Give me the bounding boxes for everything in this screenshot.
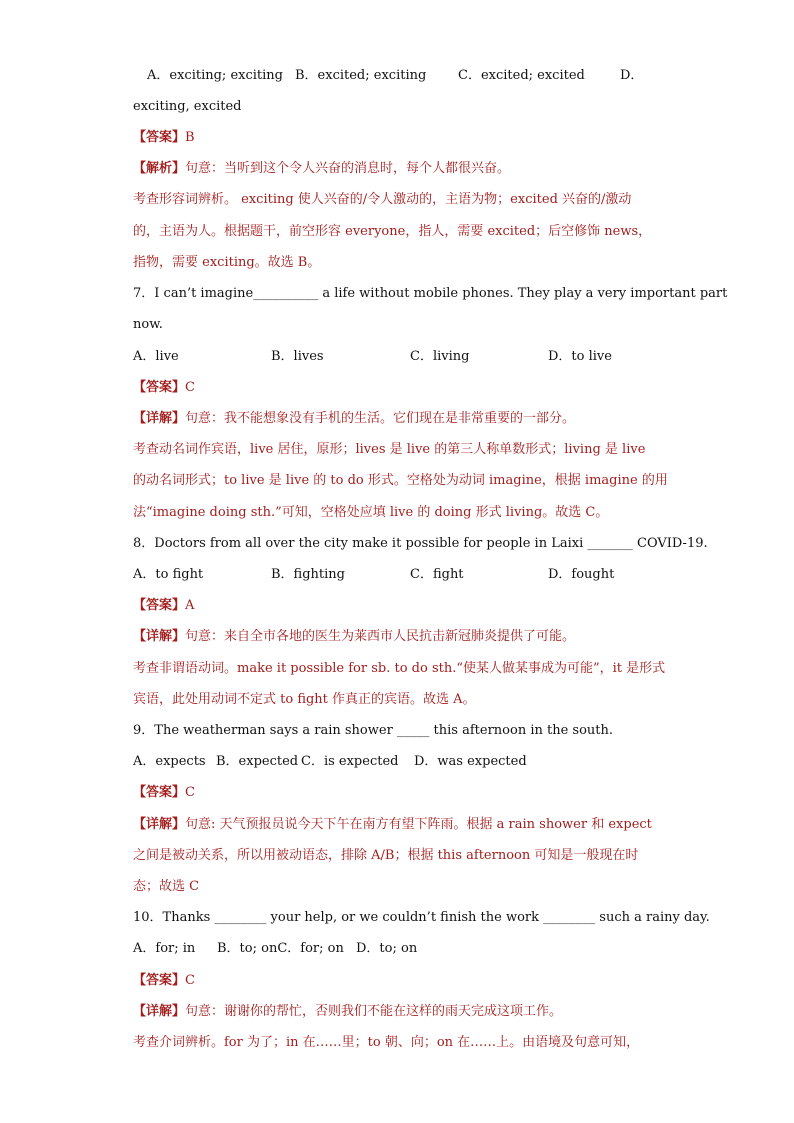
q8-option-a: A．to fight (133, 567, 204, 582)
q10-detail-line1 (133, 1002, 562, 1022)
q6-analysis-line4: 指物，需要 exciting。故选 B。 (133, 255, 321, 270)
detail-tag: 【详解】 (133, 629, 186, 644)
q7-option-d: D．to live (548, 349, 612, 364)
analysis-tag: 【解析】 (133, 161, 186, 176)
q10-option-d: D．to; on (356, 941, 418, 956)
q8-option-b: B．fighting (271, 567, 345, 582)
detail-text: 句意: 天气预报员说今天下午在南方有望下阵雨。根据 a rain shower 和 expect (185, 817, 652, 832)
q8-detail-line1 (133, 627, 575, 647)
q9-detail-line2: 之间是被动关系，所以用被动语态，排除 A/B；根据 this afternoon 可知是一般现在时 (133, 848, 639, 863)
answer-value: C (185, 785, 195, 800)
detail-text: 句意：来自全市各地的医生为莱西市人民抗击新冠肺炎提供了可能。 (185, 629, 576, 644)
q7-detail-line1 (133, 409, 575, 429)
q9-option-c: C．is expected (301, 754, 399, 769)
answer-tag: 【答案】 (133, 598, 186, 613)
q10-answer (133, 971, 195, 991)
q6-option-c: C．excited; excited (458, 68, 585, 83)
answer-value: C (185, 973, 195, 988)
q6-option-d: D． (620, 68, 644, 83)
answer-tag: 【答案】 (133, 130, 186, 145)
detail-tag: 【详解】 (133, 1004, 186, 1019)
q9-stem: 9．The weatherman says a rain shower _____ this afternoon in the south. (133, 723, 614, 738)
q7-option-c: C．living (410, 349, 470, 364)
q8-detail-line3: 宾语，此处用动词不定式 to fight 作真正的宾语。故选 A。 (133, 692, 476, 707)
q9-option-d: D．was expected (414, 754, 527, 769)
q7-stem-line1: 7．I can’t imagine__________ a life without mobile phones. They play a very important part (133, 286, 728, 301)
q9-option-b: B．expected (216, 754, 299, 769)
q9-answer (133, 783, 195, 803)
q9-option-a: A．expects (133, 754, 206, 769)
q10-stem: 10．Thanks ________ your help, or we couldn’t finish the work ________ such a rainy day. (133, 910, 710, 925)
q6-answer (133, 128, 195, 148)
answer-tag: 【答案】 (133, 380, 186, 395)
q6-analysis-line1 (133, 159, 510, 179)
q6-analysis-line3: 的，主语为人。根据题干，前空形容 everyone，指人，需要 excited；后空修饰 news， (133, 224, 652, 239)
q7-detail-line3: 的动名词形式；to live 是 live 的 to do 形式。空格处为动词 imagine，根据 imagine 的用 (133, 473, 668, 488)
answer-tag: 【答案】 (133, 973, 186, 988)
q10-option-b-c: B．to; onC．for; on (217, 941, 344, 956)
q10-option-a: A．for; in (133, 941, 196, 956)
detail-text: 句意：谢谢你的帮忙，否则我们不能在这样的雨天完成这项工作。 (185, 1004, 563, 1019)
detail-tag: 【详解】 (133, 411, 186, 426)
q9-detail-line3: 态；故选 C (133, 879, 200, 894)
q10-detail-line2: 考查介词辨析。for 为了；in 在……里；to 朝、向；on 在……上。由语境及句意可知， (133, 1035, 640, 1050)
q6-option-a: A．exciting; exciting (147, 68, 283, 83)
q8-option-c: C．fight (410, 567, 464, 582)
q8-answer (133, 596, 194, 616)
q6-option-b: B．excited; exciting (295, 68, 427, 83)
answer-value: C (185, 380, 195, 395)
q6-option-d-continued: exciting, excited (133, 99, 242, 114)
answer-value: B (185, 130, 195, 145)
q9-detail-line1 (133, 815, 652, 835)
q7-option-a: A．live (133, 349, 179, 364)
detail-text: 句意：我不能想象没有手机的生活。它们现在是非常重要的一部分。 (185, 411, 576, 426)
q6-analysis-line2: 考查形容词辨析。 exciting 使人兴奋的/令人激动的，主语为物；excited 兴奋的/激动 (133, 192, 632, 207)
q8-stem: 8．Doctors from all over the city make it possible for people in Laixi _______ COVID-19. (133, 536, 708, 551)
q7-option-b: B．lives (271, 349, 324, 364)
q7-stem-line2: now. (133, 317, 163, 332)
detail-tag: 【详解】 (133, 817, 186, 832)
q7-detail-line2: 考查动名词作宾语，live 居住，原形；lives 是 live 的第三人称单数形式；living 是 live (133, 442, 646, 457)
answer-value: A (185, 598, 195, 613)
analysis-text: 句意：当听到这个令人兴奋的消息时，每个人都很兴奋。 (185, 161, 511, 176)
q7-answer (133, 378, 195, 398)
q8-detail-line2: 考查非谓语动词。make it possible for sb. to do sth.“使某人做某事成为可能”，it 是形式 (133, 661, 666, 676)
answer-tag: 【答案】 (133, 785, 186, 800)
q8-option-d: D．fought (548, 567, 615, 582)
q7-detail-line4: 法“imagine doing sth.”可知，空格处应填 live 的 doing 形式 living。故选 C。 (133, 505, 609, 520)
